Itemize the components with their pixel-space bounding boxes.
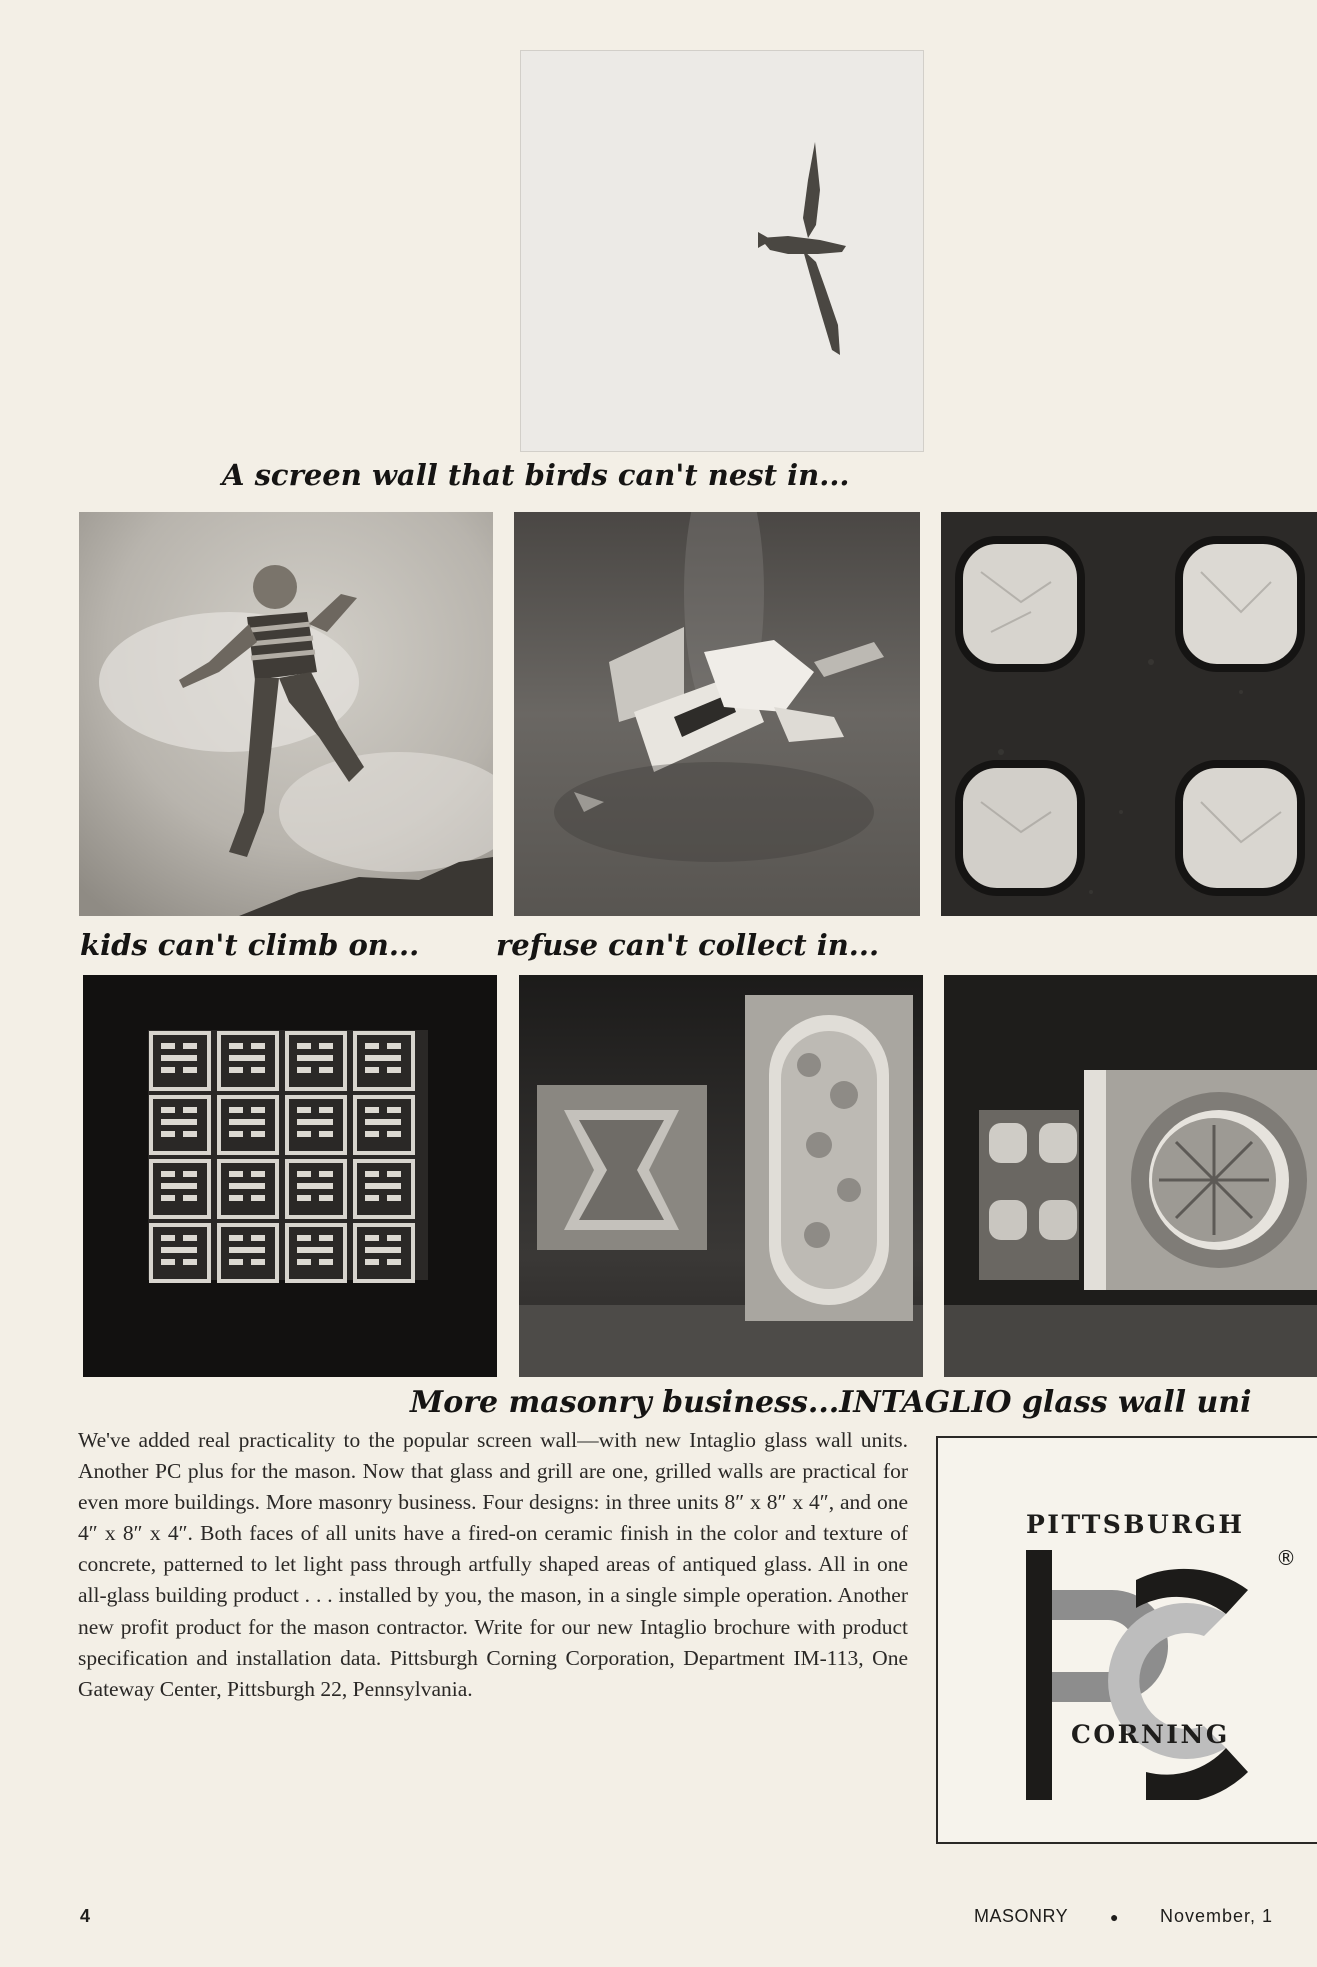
oval-unit-icon <box>745 995 913 1321</box>
headline-birds: A screen wall that birds can't nest in... <box>222 458 850 492</box>
pittsburgh-corning-logo-box <box>936 1436 1317 1844</box>
hourglass-unit-icon <box>537 1085 707 1250</box>
logo-word-corning: CORNING <box>1071 1720 1230 1749</box>
photo-glass-block-closeup <box>941 512 1317 916</box>
headline-refuse: refuse can't collect in... <box>496 928 880 962</box>
pc-monogram-icon <box>1026 1550 1261 1800</box>
intaglio-units-image <box>519 975 923 1377</box>
glass-block-image <box>941 512 1317 916</box>
headline-kids: kids can't climb on... <box>80 928 420 962</box>
photo-refuse <box>514 512 920 916</box>
small-grid-block-icon <box>979 1110 1079 1280</box>
kid-image <box>79 512 493 916</box>
circle-block-icon <box>1084 1070 1317 1290</box>
photo-grill-wall <box>83 975 497 1377</box>
grill-wall-image <box>83 975 497 1377</box>
footer-date: November, 1 <box>1160 1906 1274 1926</box>
registered-mark: ® <box>1276 1546 1296 1570</box>
circle-unit-image <box>944 975 1317 1377</box>
footer-magazine: MASONRY <box>974 1906 1069 1926</box>
footer-bullet: ● <box>1110 1909 1119 1925</box>
logo-monogram <box>1026 1550 1261 1800</box>
logo-word-pittsburgh: PITTSBURGH <box>1026 1510 1245 1539</box>
page-number: 4 <box>80 1906 91 1926</box>
photo-bird <box>520 50 924 452</box>
headline-intaglio: More masonry business...INTAGLIO glass wall uni <box>410 1385 1252 1420</box>
body-paragraph: We've added real practicality to the popular screen wall—with new Intaglio glass wall units. Another PC plus for the mason. Now that glass and grill are one, grilled walls are practical for even more buildings. More masonry business. Four designs: in three units 8″ x 8″ x 4″, and one 4″ x 8″ x 4″. Both faces of all units have a fired-on ceramic finish in the color and texture of concrete, patterned to let light pass through artfully shaped areas of antiqued glass. All in one all-glass building product . . . installed by you, the mason, in a single simple operation. Another new profit product for the mason contractor. Write for our new Intaglio brochure with product specification and installation data. Pittsburgh Corning Corporation, Department IM-113, One Gateway Center, Pittsburgh 22, Pennsylvania. <box>78 1428 908 1701</box>
photo-circle-unit <box>944 975 1317 1377</box>
photo-kid-jumping <box>79 512 493 916</box>
grill-pattern-icon <box>148 1030 428 1281</box>
bird-image <box>520 50 924 452</box>
photo-intaglio-units <box>519 975 923 1377</box>
refuse-image <box>514 512 920 916</box>
